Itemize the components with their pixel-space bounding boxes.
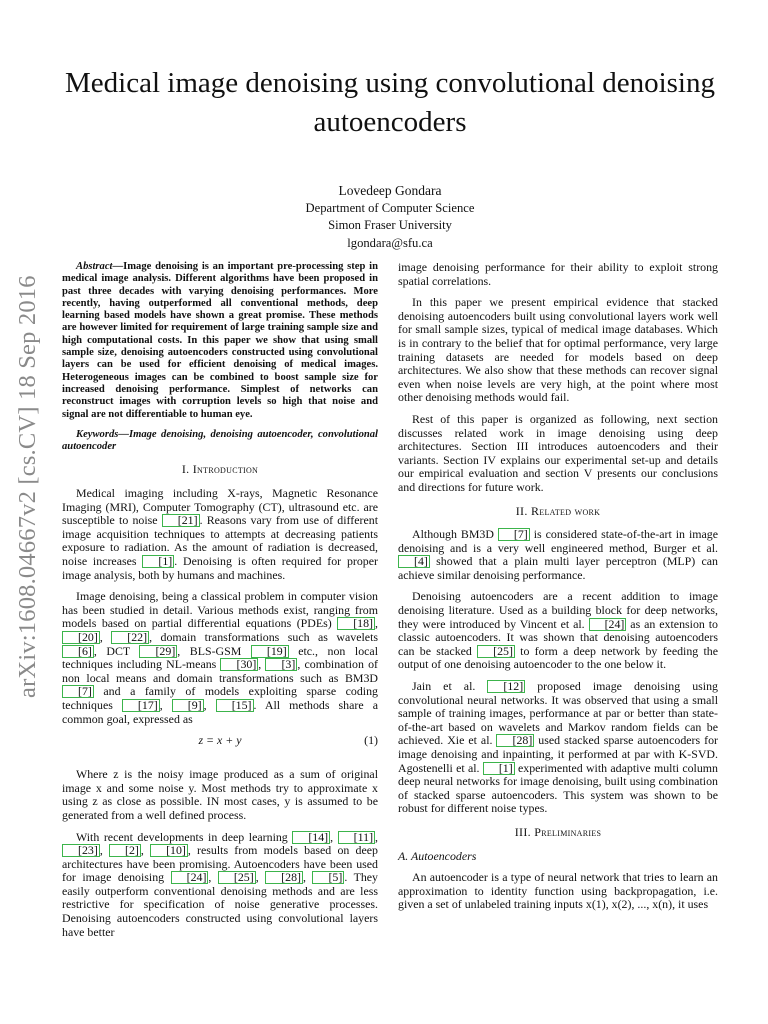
- section-heading-preliminaries: III. Preliminaries: [514, 824, 602, 839]
- citation-link[interactable]: [18]: [337, 617, 375, 630]
- citation-link[interactable]: [2]: [109, 844, 141, 857]
- intro-paragraph-2: Image denoising, being a classical problem in computer vision has been studied in detail. Various methods exist, ranging from models based on partial differential equations (PDEs) [18] , [20] , [22] , domain transformations such as wavelets [6] , DCT [29] , BLS-GSM [19] etc., non local techniques including NL-means [30] , [3] , combination of non local means and domain transformations such as BM3D [7] and a family of models exploiting sparse coding techniques [17] , [9] , [15] . All methods share a common goal, expressed as: [62, 589, 378, 726]
- citation-link[interactable]: [29]: [139, 645, 177, 658]
- equation-number: (1): [364, 733, 378, 748]
- arxiv-identifier-stamp: arXiv:1608.04667v2 [cs.CV] 18 Sep 2016: [14, 275, 41, 698]
- related-paragraph-2: Denoising autoencoders are a recent addition to image denoising literature. Used as a building block for deep networks, they were introduced by Vincent et al. [24] as an extension to classic autoencoders. It was shown that denoising autoencoders can be stacked [25] to form a deep network by feeding the output of one denoising autoencoder to the one below it.: [398, 589, 719, 672]
- equation-body: z = x + y: [198, 733, 242, 748]
- citation-link[interactable]: [21]: [162, 514, 200, 527]
- citation-link[interactable]: [1]: [483, 762, 515, 775]
- citation-link[interactable]: [15]: [216, 699, 254, 712]
- citation-link[interactable]: [5]: [312, 871, 344, 884]
- abstract-text: —Image denoising is an important pre-processing step in medical image analysis. Different algorithms have been proposed in past three decades with varying denoising performances. More recently, having outperformed all conventional methods, deep learning based models have shown a great promise. These methods are however limited for requirement of large training sample size and high computational costs. In this paper we show that using small sample size, denoising autoencoders constructed using convolutional layers can be used for efficient denoising of medical images. Heterogeneous images can be combined to boost sample size for increased denoising performance. Simplest of networks can reconstruct images with corruption levels so high that noise and signal are not differentiable to human eye.: [62, 261, 378, 420]
- citation-link[interactable]: [24]: [589, 618, 627, 631]
- citation-link[interactable]: [19]: [251, 645, 289, 658]
- intro-paragraph-4-continued: image denoising performance for their ability to exploit strong spatial correlations.: [398, 260, 718, 288]
- citation-link[interactable]: [25]: [477, 645, 515, 658]
- citation-link[interactable]: [28]: [496, 734, 534, 747]
- citation-link[interactable]: [10]: [150, 844, 188, 857]
- equation-1: [62, 734, 378, 754]
- citation-link[interactable]: [22]: [111, 631, 149, 644]
- keywords: [62, 429, 378, 454]
- intro-paragraph-3: Where z is the noisy image produced as a sum of original image x and some noise y. Most methods try to approximate x using z as close as possible. IN most cases, y is assumed to be generated from a well defined process.: [62, 767, 378, 822]
- keywords-text: —Image denoising, denoising autoencoder, convolutional autoencoder: [62, 428, 378, 453]
- left-column: [62, 261, 378, 947]
- citation-link[interactable]: [17]: [122, 699, 160, 712]
- keywords-lead: Keywords: [76, 428, 119, 440]
- abstract-lead: Abstract: [76, 261, 113, 272]
- intro-paragraph-5: In this paper we present empirical evidence that stacked denoising autoencoders built using convolutional layers work well for small sample sizes, typical of medical image databases. Which is in contrary to the belief that for optimal performance, very large training datasets are needed for models based on deep architectures. We also show that these methods can recover signal even when noise levels are very high, at the point where most other denoising methods would fail.: [398, 295, 718, 405]
- citation-link[interactable]: [30]: [220, 658, 258, 671]
- author-university: Simon Fraser University: [328, 218, 452, 232]
- citation-link[interactable]: [24]: [171, 871, 209, 884]
- citation-link[interactable]: [11]: [338, 831, 375, 844]
- citation-link[interactable]: [7]: [498, 528, 530, 541]
- right-column: [398, 261, 718, 920]
- intro-paragraph-6: Rest of this paper is organized as following, next section discusses related work in image denoising using deep architectures. Section III introduces autoencoders and their variants. Section IV explains our experimental set-up and details our empirical evaluation and section V presents our conclusions and directions for future work.: [398, 411, 718, 494]
- abstract: [62, 261, 378, 421]
- citation-link[interactable]: [9]: [172, 699, 204, 712]
- paper-title: Medical image denoising using convolutional denoising autoencoders: [65, 67, 715, 138]
- intro-paragraph-1: Medical imaging including X-rays, Magnetic Resonance Imaging (MRI), Computer Tomography (CT), ultrasound etc. are susceptible to noise [21] . Reasons vary from use of different image acquisition techniques to attempts at decreasing patients exposure to radiation. As the amount of radiation is decreased, noise increases [1] . Denoising is often required for proper image analysis, both by humans and machines.: [62, 486, 378, 582]
- citation-link[interactable]: [1]: [142, 555, 174, 568]
- section-heading-related-work: II. Related work: [515, 503, 601, 518]
- autoencoders-paragraph-1: An autoencoder is a type of neural network that tries to learn an approximation to identity function using backpropagation, i.e. given a set of unlabeled training inputs x(1), x(2), ..., x(n), it uses: [398, 870, 718, 912]
- subsection-heading-autoencoders: A. Autoencoders: [398, 848, 477, 863]
- related-paragraph-1: Although BM3D [7] is considered state-of-the-art in image denoising and is a very well engineered method, Burger et al. [4] showed that a plain multi layer perceptron (MLP) can achieve similar denoising performance.: [398, 527, 719, 582]
- citation-link[interactable]: [14]: [292, 831, 330, 844]
- author-email: lgondara@sfu.ca: [347, 235, 433, 250]
- citation-link[interactable]: [25]: [218, 871, 256, 884]
- citation-link[interactable]: [4]: [398, 555, 430, 568]
- related-paragraph-3: Jain et al. [12] proposed image denoising using convolutional neural networks. It was observed that using a small sample of training images, performance at par or better than state-of-the-art based on wavelets and Markov random fields can be achieved. Xie et al. [28] used stacked sparse autoencoders for image denoising and inpainting, it performed at par with K-SVD. Agostenelli et al. [1] experimented with adaptive multi column deep neural networks for image denoising, built using combination of stacked sparse autoencoders. This system was shown to be robust for different noise types.: [398, 679, 718, 816]
- citation-link[interactable]: [28]: [265, 871, 303, 884]
- author-block: [190, 182, 590, 252]
- citation-link[interactable]: [23]: [62, 844, 100, 857]
- citation-link[interactable]: [12]: [487, 680, 525, 693]
- citation-link[interactable]: [20]: [62, 631, 100, 644]
- intro-paragraph-4: With recent developments in deep learning [14] , [11] , [23] , [2] , [10] , results from models based on deep architectures have been promising. Autoencoders have been used for image denoising [24] , [25] , [28] , [5] . They easily outperform conventional denoising methods and are less restrictive for specification of noise generative processes. Denoising autoencoders constructed using convolutional layers have better: [62, 829, 379, 939]
- citation-link[interactable]: [3]: [265, 658, 297, 671]
- author-name: Lovedeep Gondara: [338, 183, 442, 198]
- author-department: Department of Computer Science: [305, 200, 475, 215]
- section-heading-introduction: I. Introduction: [181, 462, 259, 477]
- citation-link[interactable]: [7]: [62, 685, 94, 698]
- citation-link[interactable]: [6]: [62, 645, 94, 658]
